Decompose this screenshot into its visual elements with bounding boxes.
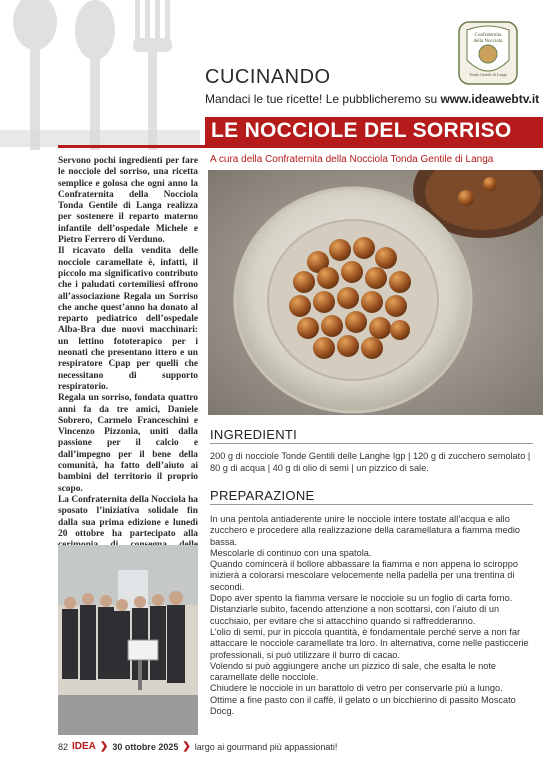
hazelnuts-photo xyxy=(208,170,543,415)
preparation-step: Dopo aver spento la fiamma versare le nocciole su un foglio di carta forno. xyxy=(210,593,513,604)
cutlery-decoration-icon xyxy=(0,0,205,150)
article-paragraph: Regala un sorriso, fondata quattro anni fa da tre amici, Daniele Sobrero, Carmelo Franceschini e Vincenzo Pizzonia, uniti dalla passione per il calcio e dall’impegno per il bene della comunità, ha fatto dell’aiuto ai bambini del territorio il proprio scopo. xyxy=(58,393,198,494)
article-title-bar xyxy=(205,117,543,145)
article-title: LE NOCCIOLE DEL SORRISO xyxy=(211,119,512,142)
svg-text:Tonda Gentile di Langa: Tonda Gentile di Langa xyxy=(469,72,507,77)
preparation-step: Chiudere le nocciole in un barattolo di vetro per conservarle più a lungo. xyxy=(210,683,503,694)
preparation-step: Quando comincerà il bollore abbassare la fiamma e non appena lo sciroppo inizierà a colorarsi mescolare velocemente nella padella per una trentina di secondi. xyxy=(210,559,518,592)
preparation-step: In una pentola antiaderente unire le nocciole intere tostate all’acqua e allo zucchero e procedere alla realizzazione della caramellatura a fiamma medio bassa. xyxy=(210,514,520,547)
footer-tagline: largo ai gourmand più appassionati! xyxy=(194,741,338,752)
article-left-column xyxy=(58,156,198,585)
preparation-step: L’olio di semi, pur in piccola quantità, è fondamentale perché serve a non far attaccare le nocciole caramellate tra loro. In alternativa, come nelle pasticcerie professionali, si può utilizzare il burro di cacao. xyxy=(210,626,529,660)
preparation-heading: PREPARAZIONE xyxy=(210,488,315,503)
preparation-steps xyxy=(210,514,533,717)
confraternita-seal-logo xyxy=(455,20,521,86)
submission-note xyxy=(205,92,539,106)
website-link[interactable]: www.ideawebtv.it xyxy=(440,92,540,106)
svg-text:della Nocciola: della Nocciola xyxy=(473,39,503,44)
donation-ceremony-photo xyxy=(58,545,198,735)
preparation-step: Mescolarle di continuo con una spatola. xyxy=(210,547,372,558)
ingredients-heading: INGREDIENTI xyxy=(210,427,298,442)
magazine-name: IDEA xyxy=(72,741,96,752)
page-number: 82 xyxy=(58,741,69,752)
article-credit: A cura della Confraternita della Nocciola Tonda Gentile di Langa xyxy=(210,154,494,165)
preparation-step: Volendo si può aggiungere anche un pizzico di sale, che esalta le note caramellate delle nocciole. xyxy=(210,660,497,683)
submission-text: Mandaci le tue ricette! Le pubblicheremo su xyxy=(205,92,441,106)
ingredients-list: 200 g di nocciole Tonde Gentili delle Langhe Igp | 120 g di zucchero semolato | 80 g di acqua | 40 g di olio di semi | un pizzico di sale. xyxy=(210,451,531,473)
divider xyxy=(210,443,533,444)
article-paragraph: Il ricavato della vendita delle nocciole caramellate è, infatti, il piccolo ma significativo contributo che i paludati cortemiliesi offrono all’associazione Regala un Sorriso che anche quest’anno ha donato al reparto pediatrico dell’ospedale Alba-Bra due nuovi macchinari: un lettino fototerapico per i neonati che presentano ittero e un respiratore Cpap per quelli che necessitano di supporto respiratorio. xyxy=(58,246,198,392)
title-underline xyxy=(58,145,543,148)
chevron-right-icon: ❯ xyxy=(99,741,109,752)
article-paragraph: Servono pochi ingredienti per fare le nocciole del sorriso, una ricetta semplice e golosa che ogni anno la Confraternita della Nocciola Tonda Gentile di Langa realizza per sostenere il reparto materno infantile dell’ospedale Michele e Pietro Ferrero di Verduno. xyxy=(58,156,198,246)
preparation-step: Distanziarle subito, facendo attenzione a non scottarsi, con l’aiuto di un cucchiaio, per evitare che si attacchino quando si raffredderanno. xyxy=(210,604,500,626)
chevron-right-icon: ❯ xyxy=(182,741,191,752)
article-paragraph: La Confraternita della Nocciola ha sposato l’iniziativa solidale fin dalla sua prima edizione e lunedì 20 ottobre ha partecipato alla xyxy=(58,494,198,539)
section-title: CUCINANDO xyxy=(205,66,331,88)
preparation-step: Ottime a fine pasto con il caffè, il gelato o un bicchierino di passito Moscato Docg. xyxy=(210,694,516,717)
issue-date: 30 ottobre 2025 xyxy=(112,741,179,752)
divider xyxy=(210,504,533,505)
page-footer xyxy=(58,741,337,752)
svg-text:Confraternita: Confraternita xyxy=(474,33,502,38)
